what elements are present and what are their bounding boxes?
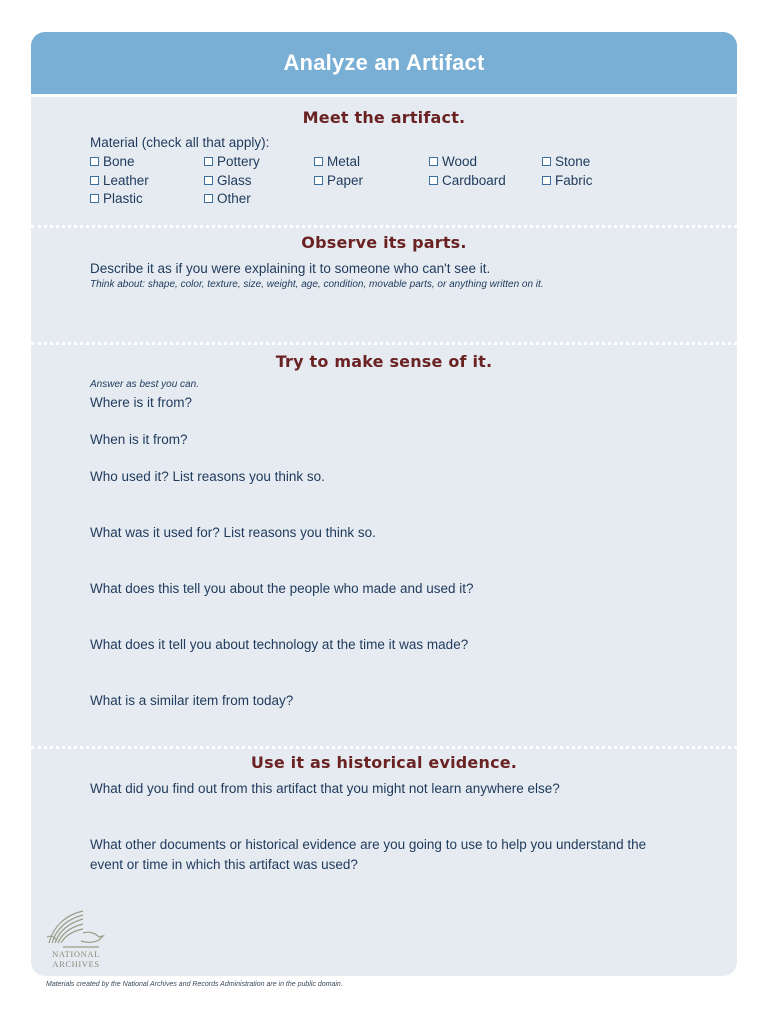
question-where: Where is it from? bbox=[90, 395, 193, 410]
section-title-sense: Try to make sense of it. bbox=[275, 352, 493, 371]
checkbox-icon[interactable] bbox=[204, 157, 213, 166]
checkbox-glass[interactable]: Glass bbox=[204, 173, 252, 188]
checkbox-other[interactable]: Other bbox=[204, 191, 251, 206]
section-divider bbox=[31, 746, 737, 749]
checkbox-stone[interactable]: Stone bbox=[542, 154, 590, 169]
question-when: When is it from? bbox=[90, 432, 188, 447]
question-similar: What is a similar item from today? bbox=[90, 693, 294, 708]
question-other-documents-cont: event or time in which this artifact was used? bbox=[90, 857, 358, 872]
question-technology: What does it tell you about technology at the time it was made? bbox=[90, 637, 469, 652]
checkbox-icon[interactable] bbox=[314, 157, 323, 166]
question-who: Who used it? List reasons you think so. bbox=[90, 469, 325, 484]
section-sense bbox=[31, 352, 737, 371]
logo-line-national: NATIONAL bbox=[52, 949, 100, 959]
checkbox-icon[interactable] bbox=[429, 157, 438, 166]
checkbox-icon[interactable] bbox=[90, 176, 99, 185]
section-title-meet: Meet the artifact. bbox=[302, 108, 466, 127]
checkbox-bone[interactable]: Bone bbox=[90, 154, 135, 169]
observe-hint: Think about: shape, color, texture, size, weight, age, condition, movable parts, or anything written on it. bbox=[90, 279, 544, 290]
observe-prompt: Describe it as if you were explaining it to someone who can't see it. bbox=[90, 261, 491, 276]
worksheet-card bbox=[31, 32, 737, 976]
checkbox-paper[interactable]: Paper bbox=[314, 173, 363, 188]
section-title-observe: Observe its parts. bbox=[301, 233, 467, 252]
header-bar bbox=[31, 32, 737, 97]
checkbox-icon[interactable] bbox=[314, 176, 323, 185]
material-prompt: Material (check all that apply): bbox=[90, 135, 270, 150]
checkbox-fabric[interactable]: Fabric bbox=[542, 173, 593, 188]
checkbox-plastic[interactable]: Plastic bbox=[90, 191, 143, 206]
national-archives-eagle-icon bbox=[43, 907, 107, 951]
section-divider bbox=[31, 225, 737, 228]
question-what-for: What was it used for? List reasons you think so. bbox=[90, 525, 376, 540]
section-title-evidence: Use it as historical evidence. bbox=[250, 753, 518, 772]
checkbox-leather[interactable]: Leather bbox=[90, 173, 149, 188]
section-divider bbox=[31, 342, 737, 345]
logo-line-archives: ARCHIVES bbox=[52, 959, 100, 969]
section-meet bbox=[31, 108, 737, 127]
question-learn: What did you find out from this artifact that you might not learn anywhere else? bbox=[90, 781, 560, 796]
checkbox-icon[interactable] bbox=[90, 157, 99, 166]
section-observe bbox=[31, 233, 737, 252]
checkbox-icon[interactable] bbox=[429, 176, 438, 185]
checkbox-icon[interactable] bbox=[542, 176, 551, 185]
footer-note: Materials created by the National Archives and Records Administration are in the public domain. bbox=[46, 981, 343, 988]
checkbox-metal[interactable]: Metal bbox=[314, 154, 360, 169]
checkbox-icon[interactable] bbox=[204, 194, 213, 203]
checkbox-icon[interactable] bbox=[204, 176, 213, 185]
section-evidence bbox=[31, 753, 737, 772]
page-title: Analyze an Artifact bbox=[283, 50, 485, 75]
question-people: What does this tell you about the people who made and used it? bbox=[90, 581, 474, 596]
checkbox-cardboard[interactable]: Cardboard bbox=[429, 173, 506, 188]
checkbox-icon[interactable] bbox=[542, 157, 551, 166]
checkbox-wood[interactable]: Wood bbox=[429, 154, 477, 169]
checkbox-icon[interactable] bbox=[90, 194, 99, 203]
checkbox-pottery[interactable]: Pottery bbox=[204, 154, 260, 169]
question-other-documents: What other documents or historical evidence are you going to use to help you understand the bbox=[90, 837, 647, 852]
sense-hint: Answer as best you can. bbox=[90, 379, 199, 390]
